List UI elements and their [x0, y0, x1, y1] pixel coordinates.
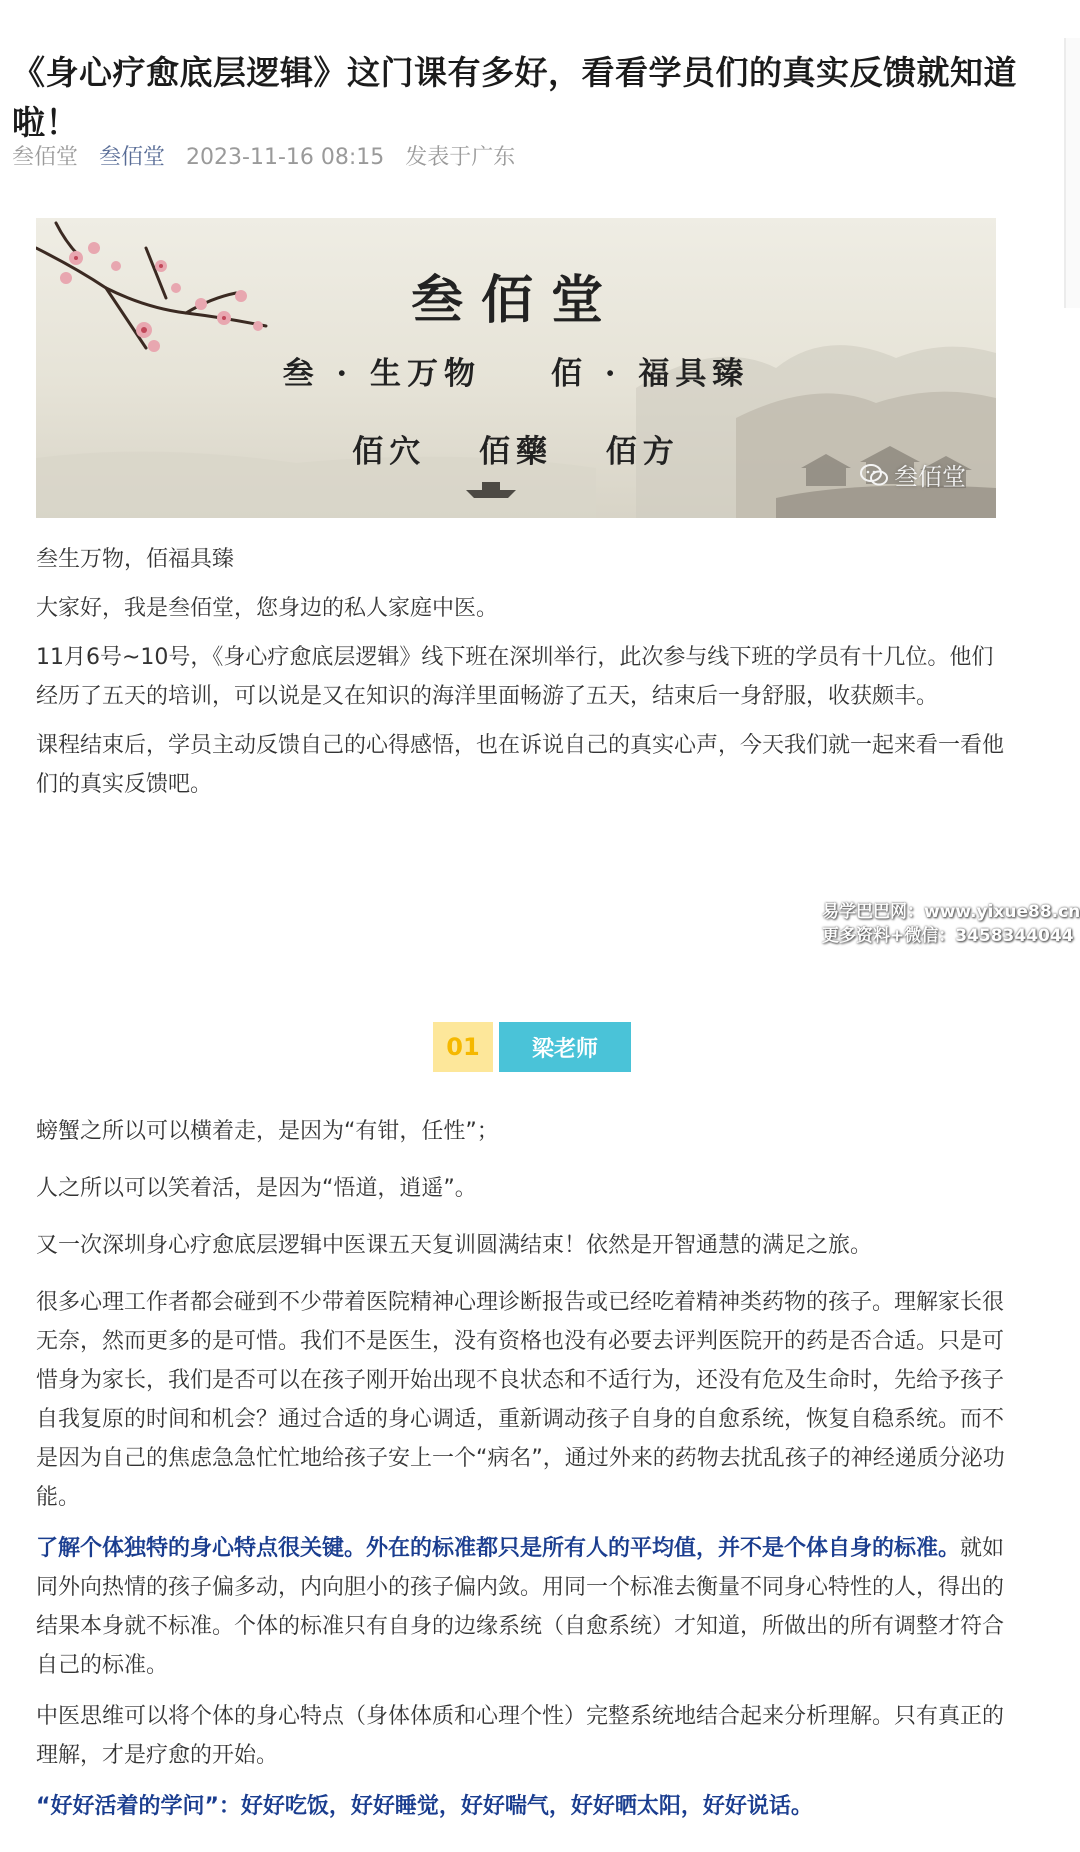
- paragraph-text: 就如同外向热情的孩子偏多动，内向胆小的孩子偏内敛。用同一个标准去衡量不同身心特性的人，得出的结果本身就不标准。个体的标准只有自身的边缘系统（自愈系统）才知道，所做出的所有调整才符合自己的标准。: [36, 1536, 1005, 1678]
- section-paragraph: 中医思维可以将个体的身心特点（身体体质和心理个性）完整系统地结合起来分析理解。只有真正的理解，才是疗愈的开始。: [36, 1704, 1005, 1768]
- publish-location: 发表于广东: [405, 145, 516, 170]
- banner-motto-right: 佰 · 福具臻: [551, 356, 750, 392]
- section-heading: [433, 1022, 631, 1072]
- account-link[interactable]: 叁佰堂: [99, 145, 166, 170]
- banner-service-item: 佰穴: [352, 434, 427, 470]
- site-watermark: [822, 900, 1080, 948]
- author-name: 叁佰堂: [12, 145, 79, 170]
- section-name-badge: 梁老师: [499, 1022, 631, 1072]
- site-watermark-line: 更多资料+微信：3458344044: [822, 926, 1074, 946]
- banner-motto-left: 叁 · 生万物: [282, 356, 481, 392]
- banner-service-item: 佰方: [605, 434, 680, 470]
- article-title: 《身心疗愈底层逻辑》这门课有多好，看看学员们的真实反馈就知道啦！: [12, 53, 1017, 143]
- section-paragraph: 又一次深圳身心疗愈底层逻辑中医课五天复训圆满结束！依然是开智通慧的满足之旅。: [36, 1233, 873, 1258]
- intro-paragraph: 11月6号~10号，《身心疗愈底层逻辑》线下班在深圳举行，此次参与线下班的学员有十几位。他们经历了五天的培训，可以说是又在知识的海洋里面畅游了五天，结束后一身舒服，收获颇丰。: [36, 645, 994, 709]
- intro-paragraph: 课程结束后，学员主动反馈自己的心得感悟，也在诉说自己的真实心声，今天我们就一起来看一看他们的真实反馈吧。: [36, 733, 1005, 797]
- site-watermark-line: 易学巴巴网：www.yixue88.cn: [822, 902, 1080, 922]
- article-meta: [12, 140, 529, 171]
- section-paragraph: [36, 1529, 1006, 1685]
- highlight-text: 了解个体独特的身心特点很关键。外在的标准都只是所有人的平均值，并不是个体自身的标准。: [36, 1536, 961, 1561]
- section-paragraph: 很多心理工作者都会碰到不少带着医院精神心理诊断报告或已经吃着精神类药物的孩子。理解家长很无奈，然而更多的是可惜。我们不是医生，没有资格也没有必要去评判医院开的药是否合适。只是可惜身为家长，我们是否可以在孩子刚开始出现不良状态和不适行为，还没有危及生命时，先给予孩子自我复原的时间和机会？通过合适的身心调适，重新调动孩子自身的自愈系统，恢复自稳系统。而不是因为自己的焦虑急急忙忙地给孩子安上一个“病名”，通过外来的药物去扰乱孩子的神经递质分泌功能。: [36, 1290, 1005, 1510]
- section-paragraph: 人之所以可以笑着活，是因为“悟道，逍遥”。: [36, 1176, 477, 1201]
- banner-watermark-text: 叁佰堂: [894, 463, 966, 491]
- highlight-paragraph: “好好活着的学问”：好好吃饭，好好睡觉，好好喘气，好好晒太阳，好好说话。: [36, 1794, 813, 1819]
- banner-services: [36, 426, 996, 471]
- scrollbar[interactable]: [1064, 38, 1080, 308]
- banner-watermark: [860, 457, 966, 492]
- intro-slogan: 叁生万物，佰福具臻: [36, 547, 235, 572]
- header-banner-image: [36, 218, 996, 518]
- intro-greeting: 大家好，我是叁佰堂，您身边的私人家庭中医。: [36, 596, 499, 621]
- banner-motto: [36, 348, 996, 393]
- section-number-badge: 01: [433, 1022, 493, 1072]
- intro-section: [36, 540, 1006, 804]
- publish-datetime: 2023-11-16 08:15: [186, 145, 385, 170]
- banner-service-item: 佰藥: [479, 434, 553, 470]
- section-body: [36, 1112, 1006, 1826]
- section-paragraph: 螃蟹之所以可以横着走，是因为“有钳，任性”；: [36, 1119, 499, 1144]
- banner-title: 叁佰堂: [410, 270, 621, 331]
- wechat-icon: [860, 464, 888, 486]
